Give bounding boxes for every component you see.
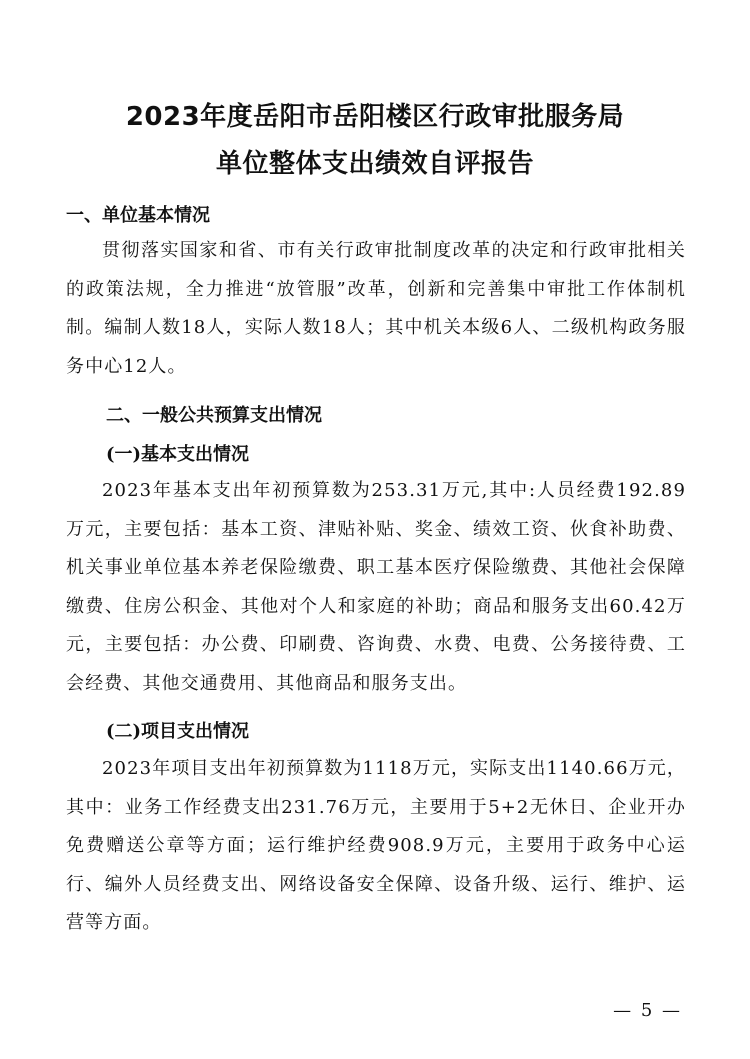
- subsection-1-paragraph: 2023年基本支出年初预算数为253.31万元,其中:人员经费192.89万元，主要包括：基本工资、津贴补贴、奖金、绩效工资、伙食补助费、机关事业单位基本养老保险缴费、职工基本医疗保险缴费、其他社会保障缴费、住房公积金、其他对个人和家庭的补助；商品和服务支出60.42万元，主要包括：办公费、印刷费、咨询费、水费、电费、公务接待费、工会经费、其他交通费用、其他商品和服务支出。: [66, 480, 686, 694]
- section-1-paragraph: 贯彻落实国家和省、市有关行政审批制度改革的决定和行政审批相关的政策法规，全力推进“放管服”改革，创新和完善集中审批工作体制机制。编制人数18人，实际人数18人；其中机关本级6人、二级机构政务服务中心12人。: [66, 240, 686, 377]
- page-number: — 5 —: [613, 1000, 682, 1021]
- subsection-2-paragraph: 2023年项目支出年初预算数为1118万元，实际支出1140.66万元，其中：业务工作经费支出231.76万元，主要用于5+2无休日、企业开办免费赠送公章等方面；运行维护经费908.9万元，主要用于政务中心运行、编外人员经费支出、网络设备安全保障、设备升级、运行、维护、运营等方面。: [66, 758, 686, 933]
- section-2-heading: 二、一般公共预算支出情况: [106, 405, 322, 426]
- report-title-line-2: 单位整体支出绩效自评报告: [215, 149, 534, 179]
- subsection-1-heading: (一)基本支出情况: [106, 444, 250, 465]
- subsection-2-heading: (二)项目支出情况: [106, 721, 250, 742]
- report-title-line-1: 2023年度岳阳市岳阳楼区行政审批服务局: [125, 102, 625, 132]
- section-1-heading: 一、单位基本情况: [66, 205, 210, 226]
